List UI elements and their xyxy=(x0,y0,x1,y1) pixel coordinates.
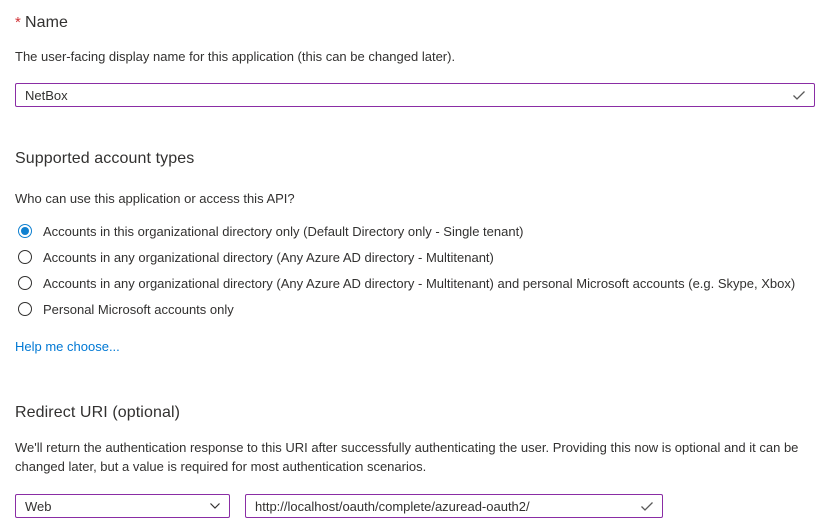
radio-button-icon[interactable] xyxy=(18,250,32,264)
name-description: The user-facing display name for this application (this can be changed later). xyxy=(15,49,456,64)
account-types-radio-group xyxy=(15,218,815,322)
radio-button-icon[interactable] xyxy=(18,302,32,316)
account-types-question: Who can use this application or access this API? xyxy=(15,191,295,206)
radio-option-multitenant-personal[interactable] xyxy=(15,270,815,296)
help-me-choose-link[interactable]: Help me choose... xyxy=(15,339,120,354)
name-input[interactable] xyxy=(15,83,815,107)
radio-option-label: Personal Microsoft accounts only xyxy=(43,301,234,317)
radio-option-multitenant[interactable] xyxy=(15,244,815,270)
redirect-uri-description: We'll return the authentication response to this URI after successfully authenticating the user. Providing this now is optional and it can be changed later, but a value is required for most authentication scenarios. xyxy=(15,440,799,474)
platform-select-wrap xyxy=(15,494,230,518)
platform-select[interactable] xyxy=(15,494,230,518)
radio-option-personal-only[interactable] xyxy=(15,296,815,322)
redirect-uri-title: Redirect URI (optional) xyxy=(15,404,181,421)
redirect-uri-input-wrap xyxy=(245,494,663,518)
radio-button-icon[interactable] xyxy=(18,224,32,238)
radio-option-label: Accounts in any organizational directory (Any Azure AD directory - Multitenant) xyxy=(43,249,494,265)
name-input-wrap xyxy=(15,83,815,107)
name-section-title-text: Name xyxy=(24,14,69,31)
account-types-title: Supported account types xyxy=(15,150,195,167)
radio-option-label: Accounts in this organizational directory only (Default Directory only - Single tenant) xyxy=(43,223,524,239)
required-marker: * xyxy=(15,14,21,31)
redirect-uri-input[interactable] xyxy=(245,494,663,518)
radio-option-label: Accounts in any organizational directory (Any Azure AD directory - Multitenant) and personal Microsoft accounts (e.g. Skype, Xbox) xyxy=(43,275,796,291)
platform-selected-value: Web xyxy=(25,498,52,514)
redirect-uri-row xyxy=(15,494,815,518)
radio-option-single-tenant[interactable] xyxy=(15,218,815,244)
name-section-title xyxy=(15,14,815,32)
radio-button-icon[interactable] xyxy=(18,276,32,290)
